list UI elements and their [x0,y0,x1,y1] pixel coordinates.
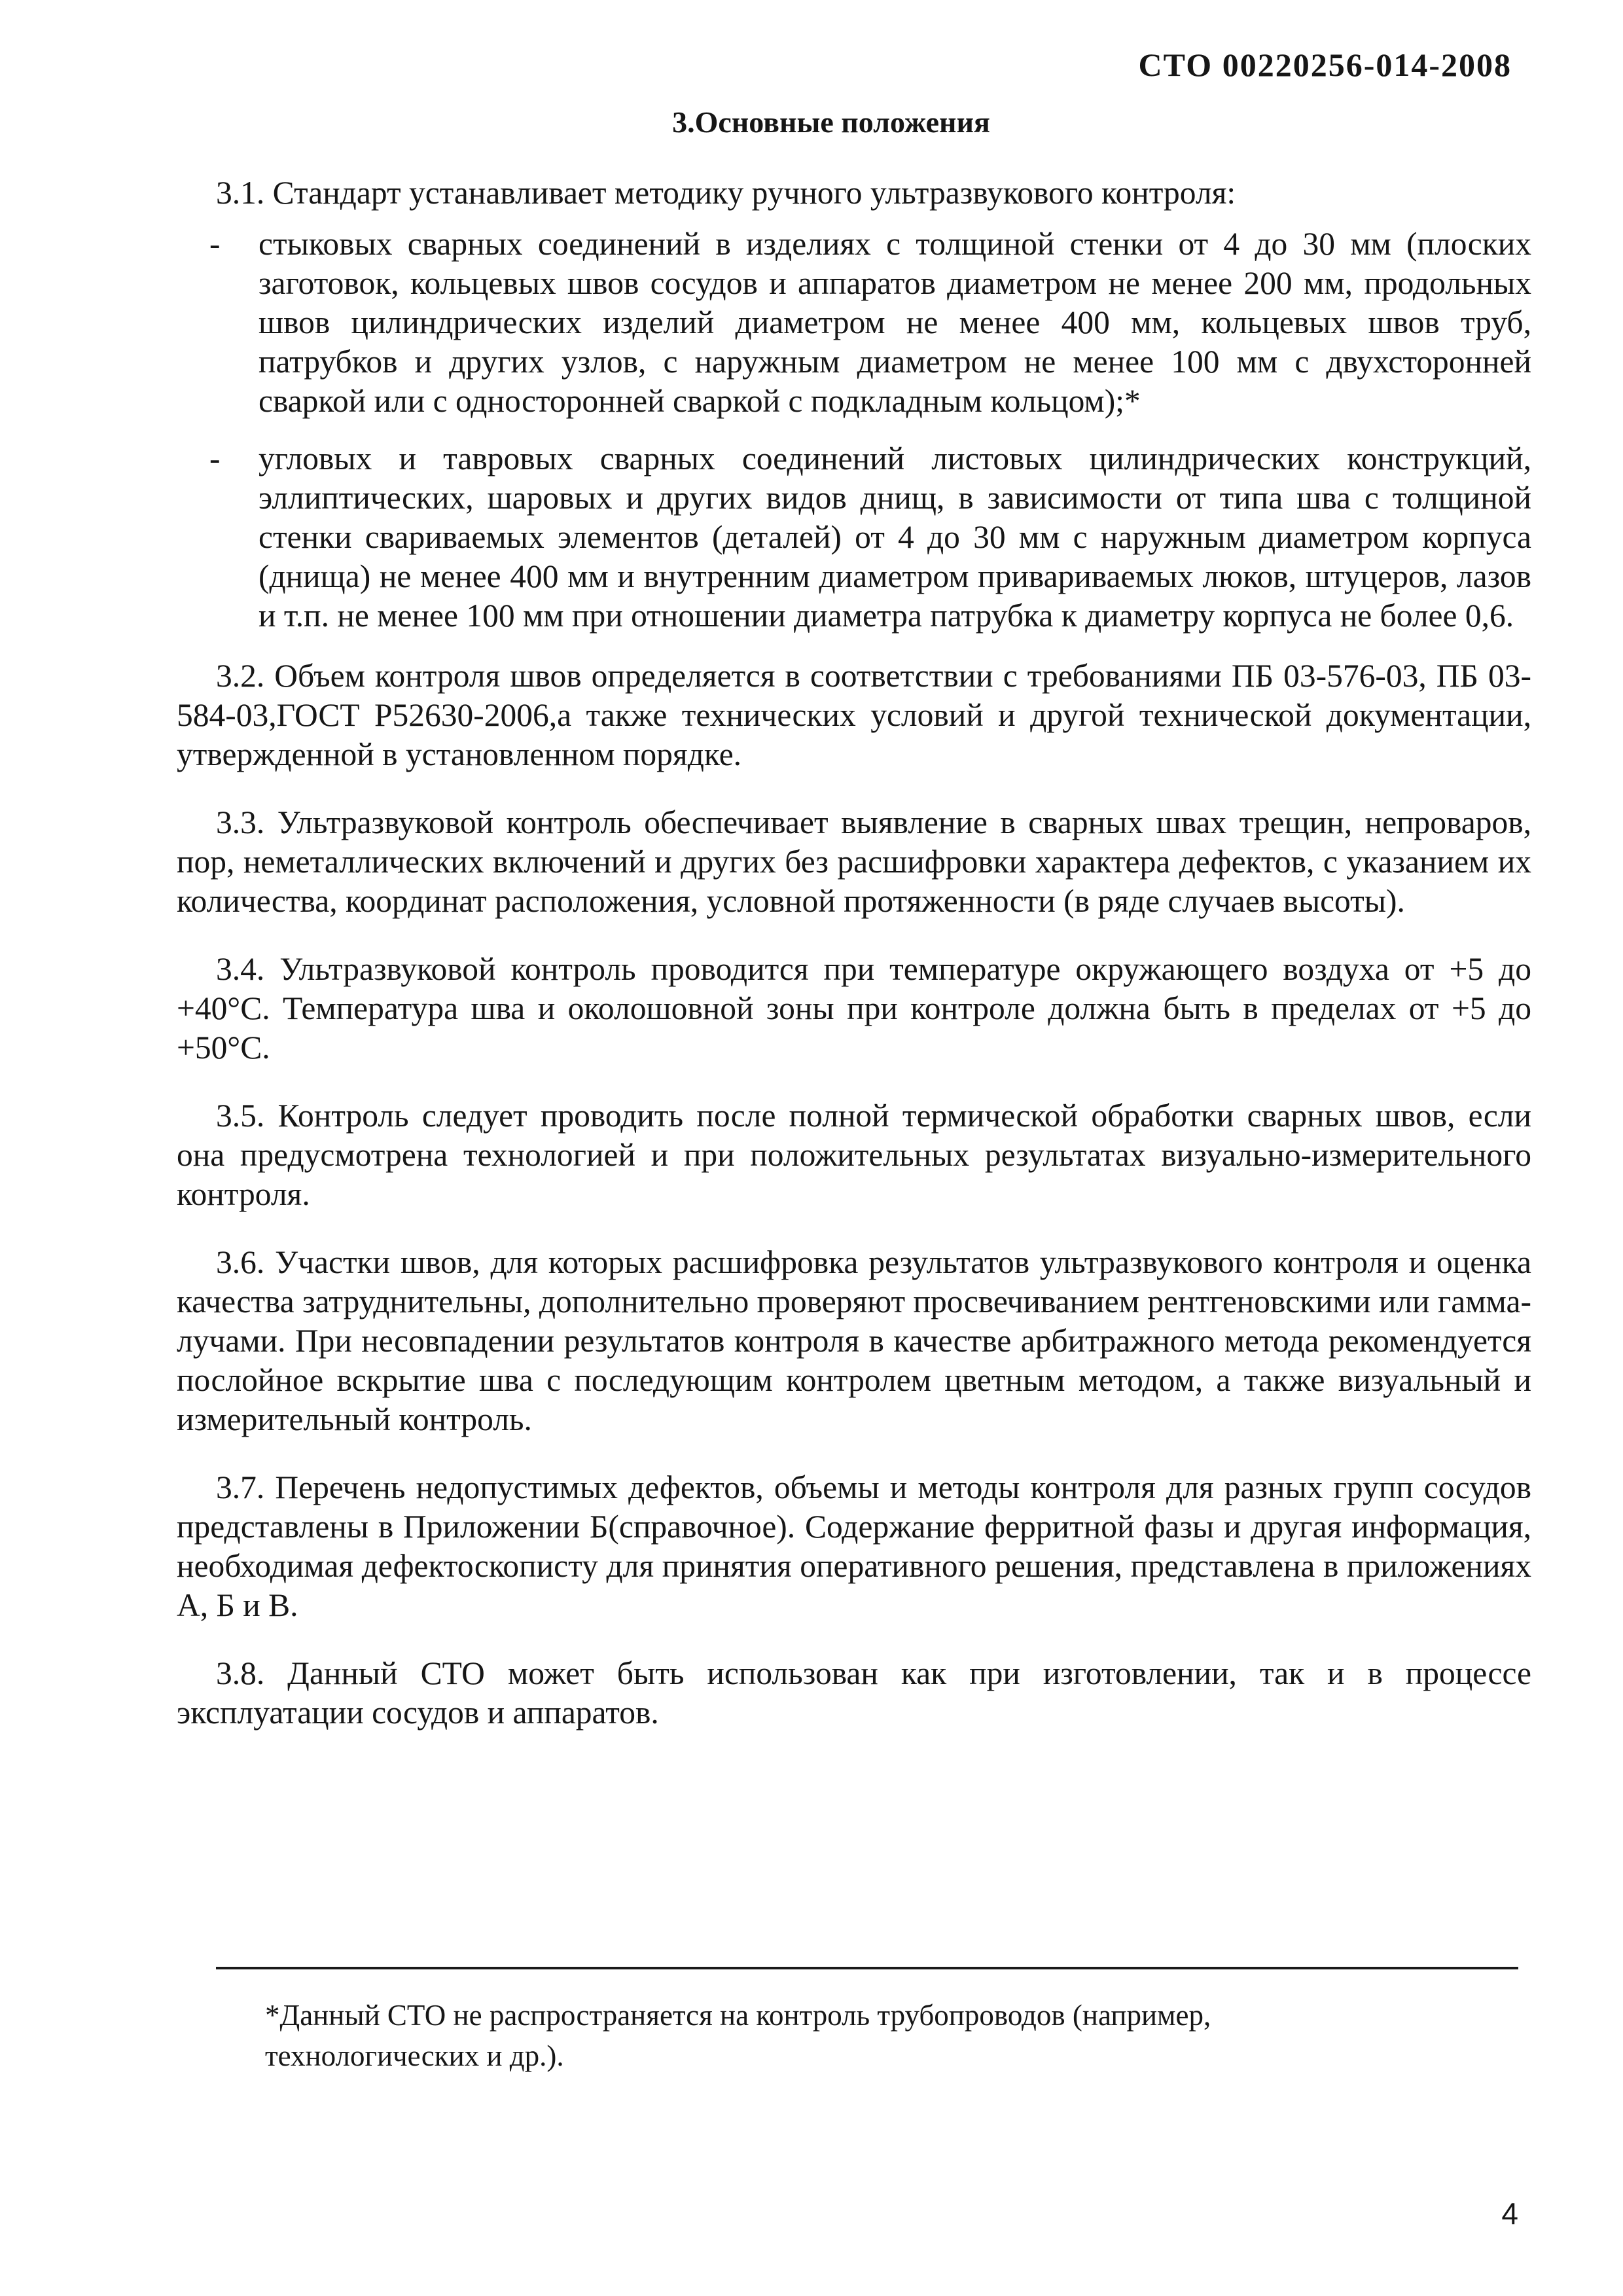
page-number: 4 [1501,2197,1518,2231]
list-item [177,224,1531,421]
paragraph-3-6: 3.6. Участки швов, для которых расшифровка результатов ультразвукового контроля и оценка качества затруднительны, дополнительно проверяют просвечиванием рентгеновскими или гамма-лучами. При несовпадении результатов контроля в качестве арбитражного метода рекомендуется послойное вскрытие шва с последующим контролем цветным методом, а также визуальный и измерительный контроль. [177,1244,1531,1437]
footnote-divider [216,1967,1518,1969]
scope-list [177,224,1531,636]
list-marker: - [209,440,221,476]
list-marker: - [209,226,221,262]
paragraph-3-7: 3.7. Перечень недопустимых дефектов, объемы и методы контроля для разных групп сосудов представлены в Приложении Б(справочное). Содержание ферритной фазы и другая информация, необходимая дефектоскописту для принятия оперативного решения, представлена в приложениях А, Б и В. [177,1469,1531,1623]
main-content [177,173,1531,1761]
document-code-header: СТО 00220256-014-2008 [1138,46,1512,83]
paragraph-3-4: 3.4. Ультразвуковой контроль проводится при температуре окружающего воздуха от +5 до +40°С. Температура шва и околошовной зоны при контроле должна быть в пределах от +5 до +50°С. [177,951,1531,1066]
section-title: 3.Основные положения [672,105,990,139]
footnote: *Данный СТО не распространяется на контроль трубопроводов (например, технологических и др.). [265,1999,1211,2072]
paragraph-3-2: 3.2. Объем контроля швов определяется в соответствии с требованиями ПБ 03-576-03, ПБ 03-584-03,ГОСТ Р52630-2006,а также технических условий и другой технической документации, утвержденной в установленном порядке. [177,658,1531,772]
list-item-text: стыковых сварных соединений в изделиях с толщиной стенки от 4 до 30 мм (плоских заготовок, кольцевых швов сосудов и аппаратов диаметром не менее 200 мм, продольных швов цилиндрических изделий диаметром не менее 400 мм, кольцевых швов труб, патрубков и других узлов, с наружным диаметром не менее 100 мм с двухсторонней сваркой или с односторонней сваркой с подкладным кольцом);* [259,226,1531,419]
list-item-text: угловых и тавровых сварных соединений листовых цилиндрических конструкций, эллиптических, шаровых и других видов днищ, в зависимости от типа шва с толщиной стенки свариваемых элементов (деталей) от 4 до 30 мм с наружным диаметром корпуса (днища) не менее 400 мм и внутренним диаметром привариваемых люков, штуцеров, лазов и т.п. не менее 100 мм при отношении диаметра патрубка к диаметру корпуса не более 0,6. [259,440,1531,634]
paragraph-3-8: 3.8. Данный СТО может быть использован как при изготовлении, так и в процессе эксплуатации сосудов и аппаратов. [177,1655,1531,1731]
paragraph-3-1: 3.1. Стандарт устанавливает методику ручного ультразвукового контроля: [216,175,1236,211]
paragraph-3-3: 3.3. Ультразвуковой контроль обеспечивает выявление в сварных швах трещин, непроваров, пор, неметаллических включений и других без расшифровки характера дефектов, с указанием их количества, координат расположения, условной протяженности (в ряде случаев высоты). [177,804,1531,919]
list-item [177,439,1531,636]
paragraph-3-5: 3.5. Контроль следует проводить после полной термической обработки сварных швов, если она предусмотрена технологией и при положительных результатах визуально-измерительного контроля. [177,1098,1531,1212]
